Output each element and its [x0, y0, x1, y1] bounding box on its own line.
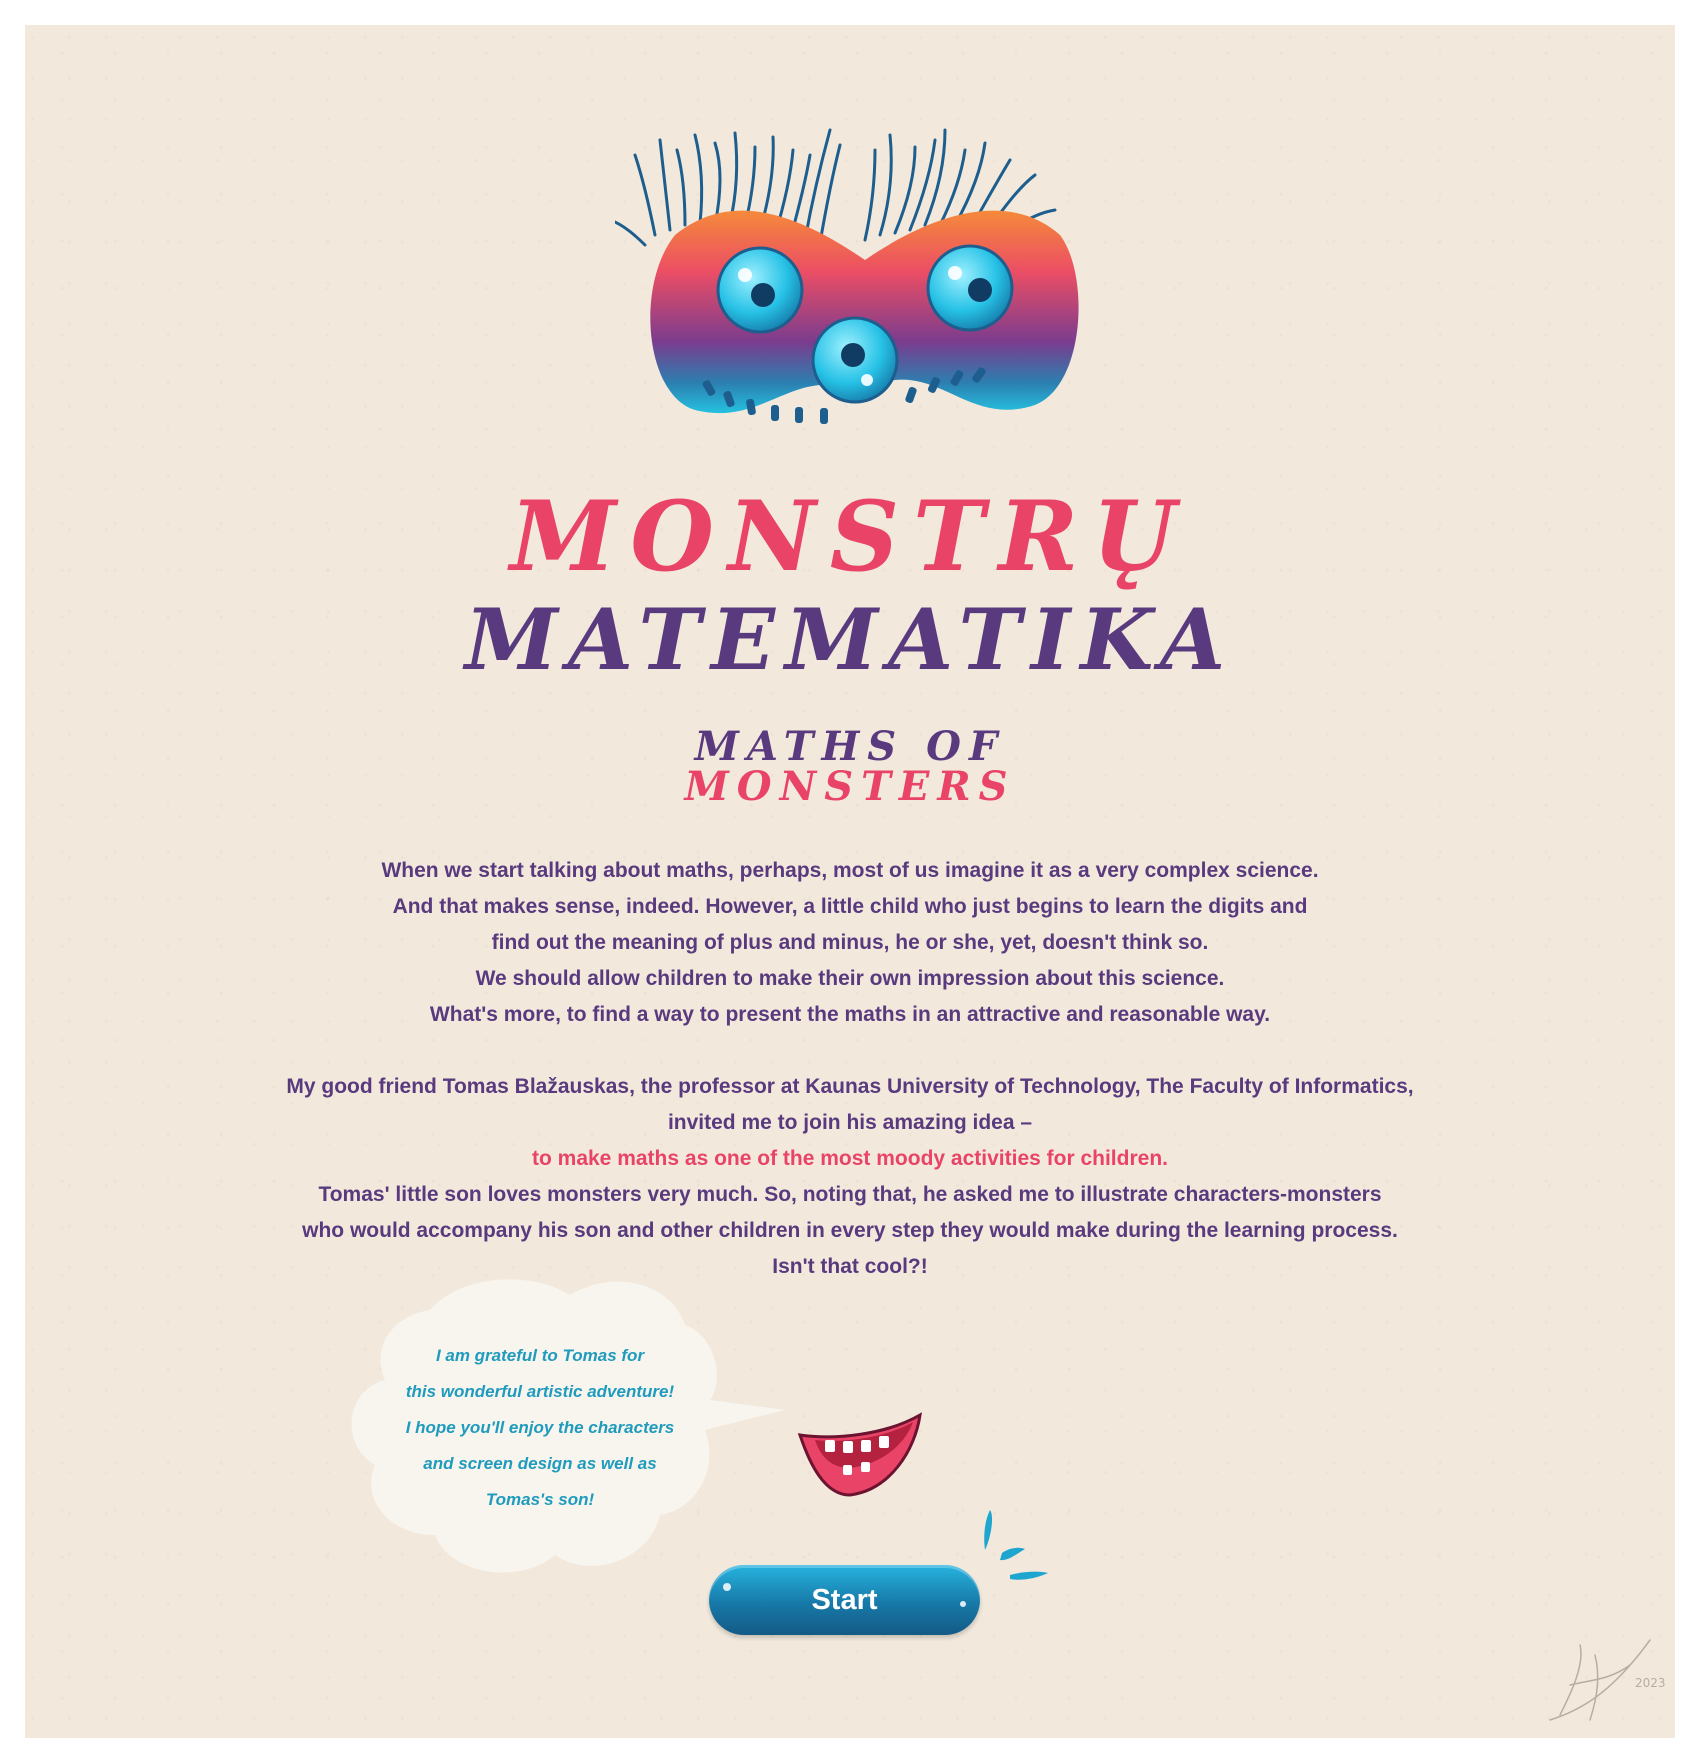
button-shine: [723, 1583, 731, 1591]
story-line: invited me to join his amazing idea –: [667, 1111, 1033, 1134]
bubble-line: and screen design as well as: [423, 1454, 657, 1473]
bubble-line: this wonderful artistic adventure!: [405, 1382, 675, 1401]
subtitle-line-1: MATHS OF: [694, 723, 1006, 770]
intro-line: When we start talking about maths, perhaps, most of us imagine it as a very complex science.: [381, 859, 1319, 882]
intro-line: And that makes sense, indeed. However, a little child who just begins to learn the digits and: [392, 895, 1308, 918]
page-background: [25, 25, 1675, 1738]
title-line-2: MATEMATIKA: [464, 590, 1236, 689]
story-paragraph: [25, 1069, 1675, 1285]
button-shine: [960, 1601, 966, 1607]
monster-mouth-icon: [795, 1410, 925, 1500]
intro-paragraph: [25, 853, 1675, 1033]
bubble-line: Tomas's son!: [485, 1490, 595, 1509]
start-button-label: Start: [811, 1584, 878, 1616]
intro-line: What's more, to find a way to present the maths in an attractive and reasonable way.: [429, 1003, 1271, 1026]
subtitle-line-2: MONSTERS: [684, 763, 1016, 810]
title-line-1: MONSTRŲ: [510, 480, 1190, 593]
story-line: Isn't that cool?!: [772, 1255, 928, 1278]
artist-signature: [1540, 1625, 1670, 1725]
story-line: who would accompany his son and other children in every step they would make during the learning process.: [302, 1219, 1398, 1242]
story-highlight: to make maths as one of the most moody activities for children.: [532, 1147, 1168, 1170]
intro-line: find out the meaning of plus and minus, he or she, yet, doesn't think so.: [491, 931, 1209, 954]
signature-year: 2023: [1635, 1676, 1666, 1690]
story-line: My good friend Tomas Blažauskas, the professor at Kaunas University of Technology, The Faculty of Informatics,: [286, 1075, 1414, 1098]
speech-bubble-text: [345, 1338, 735, 1518]
start-button[interactable]: [709, 1565, 980, 1635]
monster-face-icon: [615, 125, 1115, 475]
bubble-line: I hope you'll enjoy the characters: [405, 1418, 675, 1437]
splash-icon: [980, 1505, 1060, 1585]
bubble-line: I am grateful to Tomas for: [435, 1346, 645, 1365]
story-line: Tomas' little son loves monsters very much. So, noting that, he asked me to illustrate characters-monsters: [318, 1183, 1382, 1206]
intro-line: We should allow children to make their own impression about this science.: [475, 967, 1225, 990]
